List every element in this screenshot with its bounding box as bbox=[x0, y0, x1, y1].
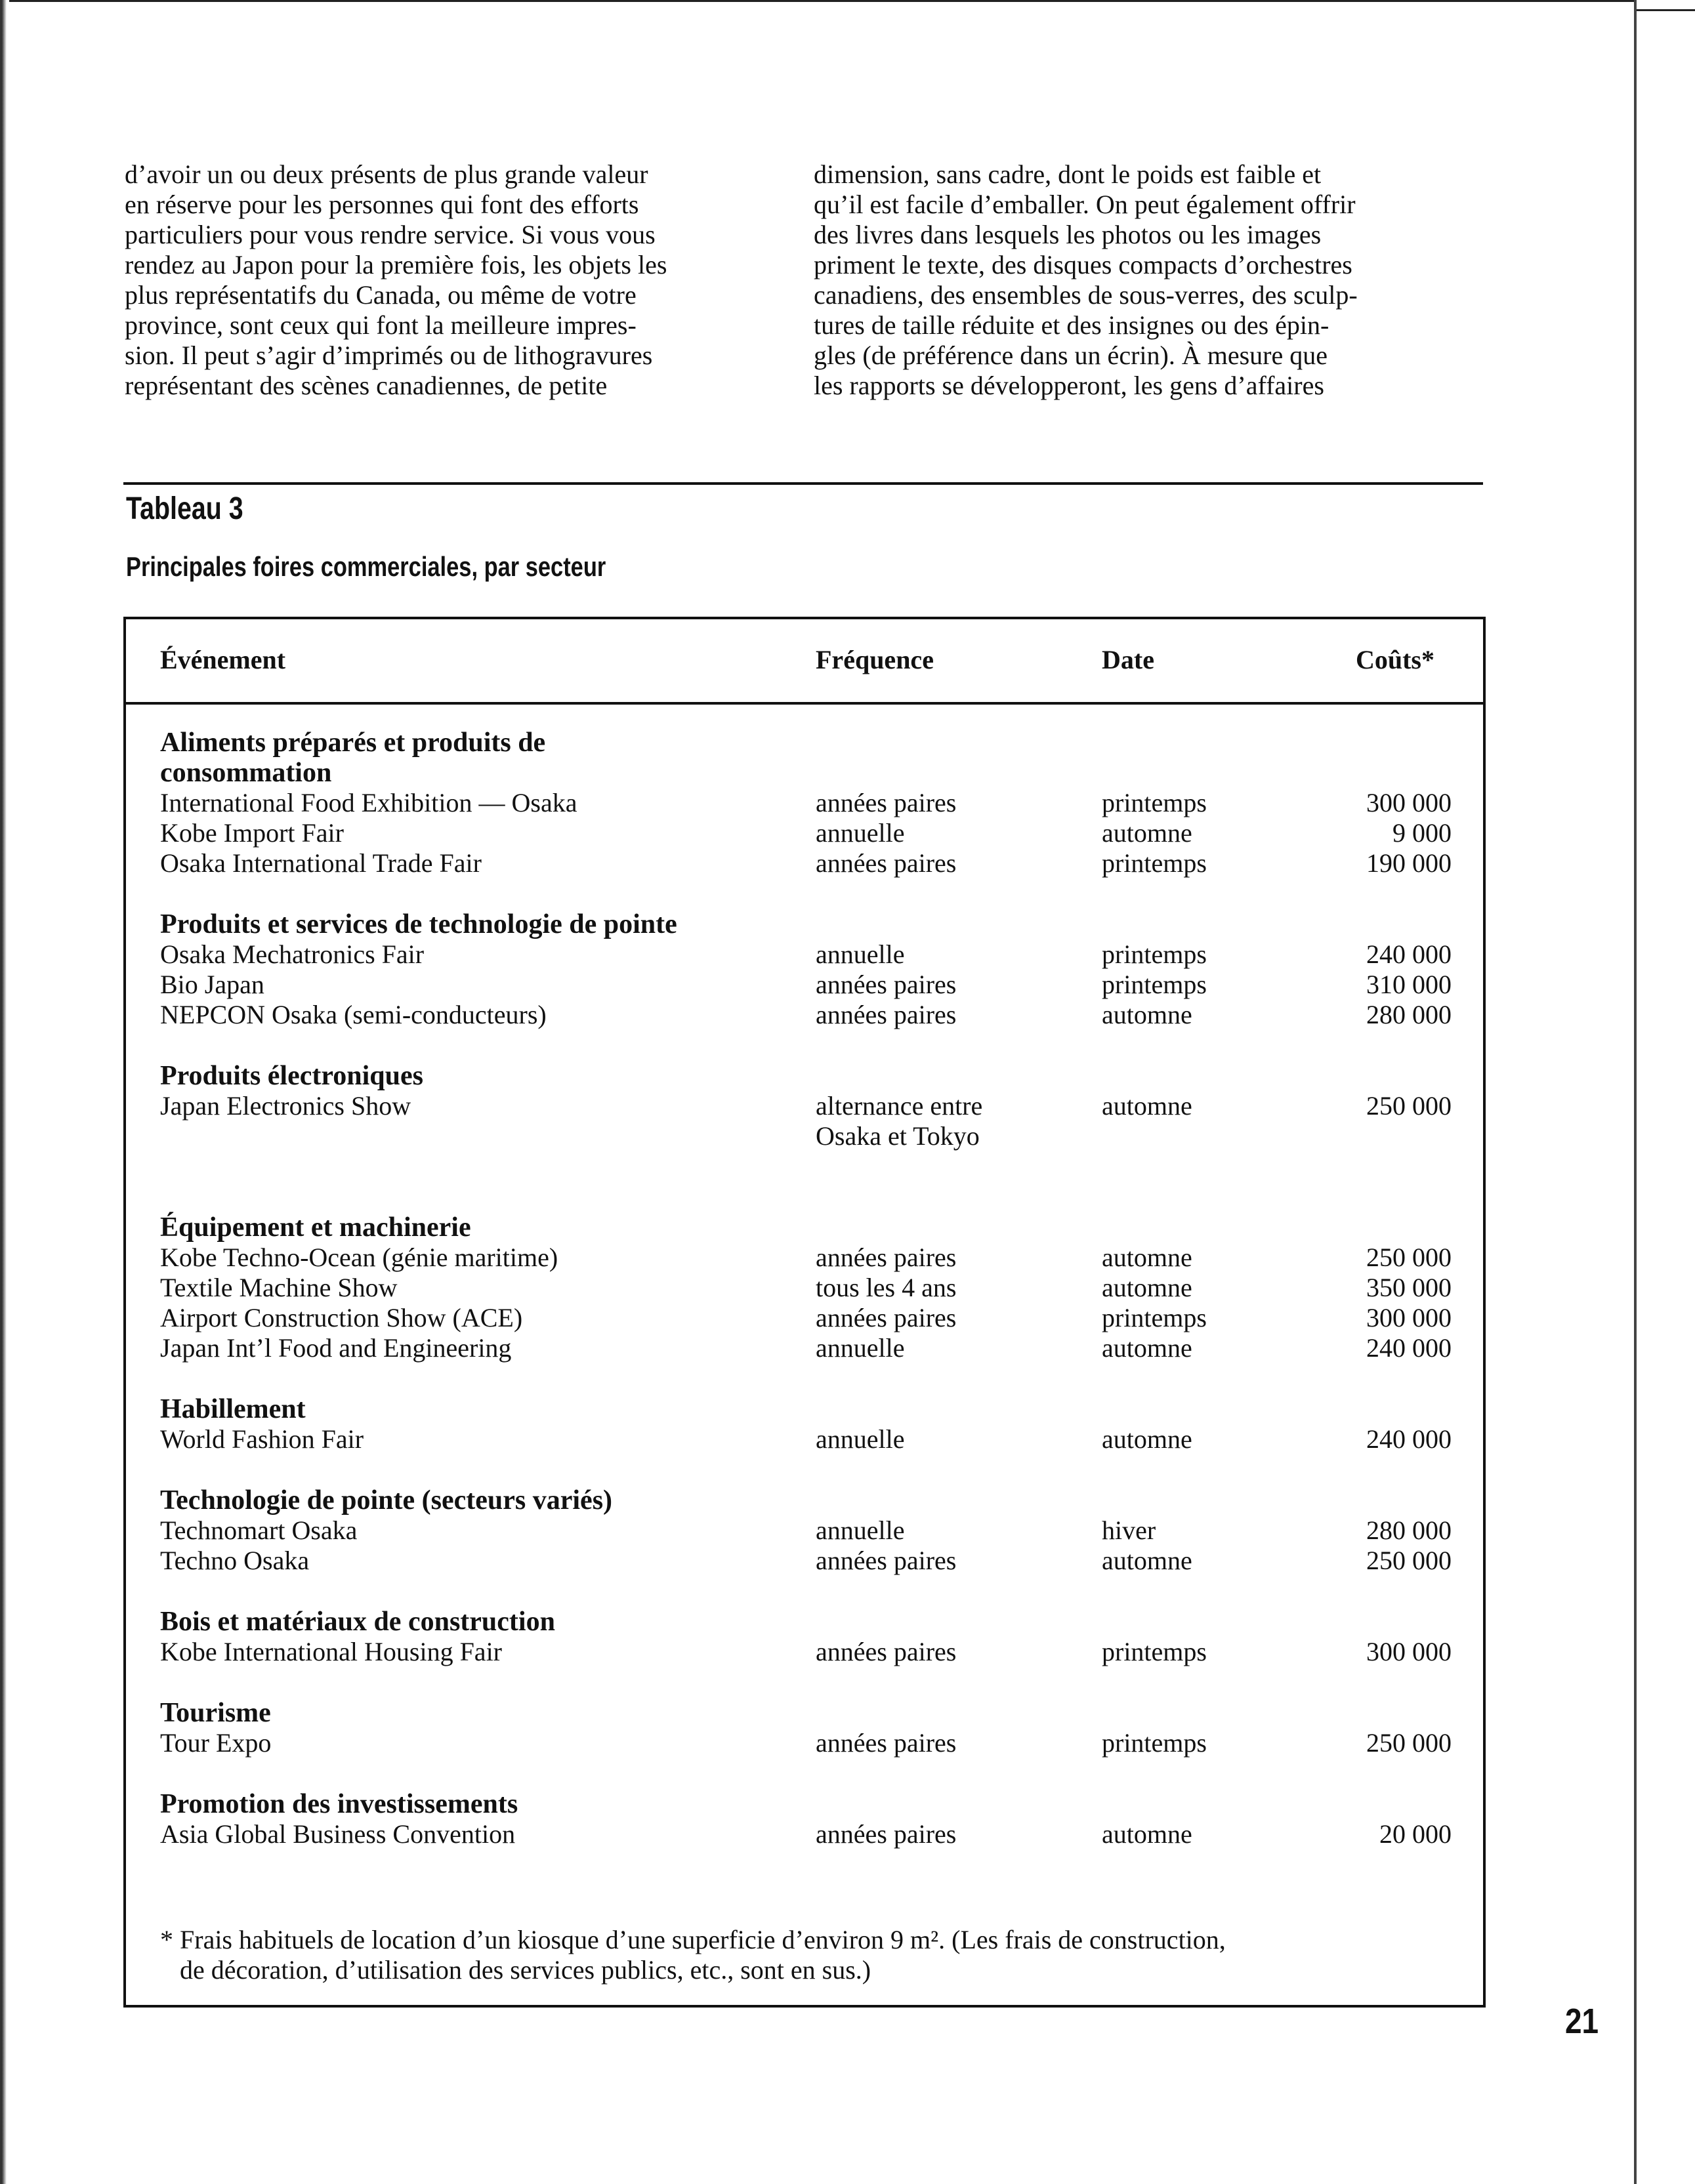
cell-date: automne bbox=[1102, 1243, 1192, 1272]
intro-line: des livres dans lesquels les photos ou les images bbox=[814, 220, 1322, 249]
cell-event: Technomart Osaka bbox=[160, 1515, 358, 1545]
cell-frequency: annuelle bbox=[816, 1424, 905, 1454]
table-body bbox=[126, 728, 1483, 1880]
cell-cost: 300 000 bbox=[1366, 1303, 1452, 1332]
section-title: Technologie de pointe (secteurs variés) bbox=[160, 1485, 613, 1515]
cell-frequency: années paires bbox=[816, 848, 957, 878]
header-event: Événement bbox=[160, 645, 286, 674]
table-section bbox=[126, 1607, 1483, 1667]
cell-event: Kobe Techno-Ocean (génie maritime) bbox=[160, 1243, 558, 1272]
cell-frequency: années paires bbox=[816, 1728, 957, 1758]
cell-event: Airport Construction Show (ACE) bbox=[160, 1303, 523, 1332]
scan-edge-left bbox=[0, 0, 9, 2184]
section-title: Promotion des investissements bbox=[160, 1789, 518, 1819]
cell-event: Japan Int’l Food and Engineering bbox=[160, 1333, 512, 1363]
intro-line: particuliers pour vous rendre service. Si vous vous bbox=[125, 220, 656, 249]
table-row bbox=[126, 1424, 1483, 1454]
cell-frequency: années paires bbox=[816, 1243, 957, 1272]
intro-line: en réserve pour les personnes qui font des efforts bbox=[125, 190, 639, 219]
section-title: Tourisme bbox=[160, 1698, 271, 1728]
table-section bbox=[126, 728, 1483, 878]
intro-line: canadiens, des ensembles de sous-verres, des sculp- bbox=[814, 280, 1358, 310]
cell-frequency: annuelle bbox=[816, 1515, 905, 1545]
cell-frequency: années paires bbox=[816, 1000, 957, 1029]
cell-frequency: années paires bbox=[816, 1637, 957, 1666]
cell-frequency: années paires bbox=[816, 1819, 957, 1849]
cell-date: automne bbox=[1102, 1424, 1192, 1454]
table-number: Tableau 3 bbox=[126, 491, 243, 526]
intro-line: dimension, sans cadre, dont le poids est faible et bbox=[814, 159, 1322, 189]
cell-frequency: alternance entre Osaka et Tokyo bbox=[816, 1091, 983, 1151]
cell-event: Textile Machine Show bbox=[160, 1273, 398, 1302]
intro-line: qu’il est facile d’emballer. On peut également offrir bbox=[814, 190, 1356, 219]
cell-event: Japan Electronics Show bbox=[160, 1091, 411, 1121]
cell-date: hiver bbox=[1102, 1515, 1156, 1545]
cell-event: Kobe Import Fair bbox=[160, 818, 344, 848]
page-number: 21 bbox=[1565, 2002, 1599, 2041]
cell-cost: 300 000 bbox=[1366, 788, 1452, 817]
table-row bbox=[126, 1000, 1483, 1030]
header-date: Date bbox=[1102, 645, 1154, 674]
cell-cost: 240 000 bbox=[1366, 1424, 1452, 1454]
footnote-line: * Frais habituels de location d’un kiosque d’une superficie d’environ 9 m². (Les frais de construction, bbox=[160, 1925, 1226, 1954]
intro-text bbox=[125, 159, 1483, 401]
cell-cost: 250 000 bbox=[1366, 1728, 1452, 1758]
header-frequency: Fréquence bbox=[816, 645, 934, 674]
table-subtitle: Principales foires commerciales, par secteur bbox=[126, 551, 606, 582]
trade-fair-table bbox=[123, 617, 1486, 2008]
cell-event: NEPCON Osaka (semi-conducteurs) bbox=[160, 1000, 547, 1029]
table-section bbox=[126, 1061, 1483, 1182]
cell-date: printemps bbox=[1102, 848, 1207, 878]
table-row bbox=[126, 1243, 1483, 1273]
cell-event: Tour Expo bbox=[160, 1728, 272, 1758]
intro-line: tures de taille réduite et des insignes ou des épin- bbox=[814, 310, 1329, 340]
cell-frequency: années paires bbox=[816, 1303, 957, 1332]
table-row bbox=[126, 939, 1483, 970]
table-section bbox=[126, 1394, 1483, 1454]
cell-date: automne bbox=[1102, 818, 1192, 848]
cell-date: automne bbox=[1102, 1000, 1192, 1029]
section-title: Aliments préparés et produits de consommation bbox=[160, 728, 546, 788]
cell-frequency: années paires bbox=[816, 1546, 957, 1575]
cell-cost: 240 000 bbox=[1366, 1333, 1452, 1363]
scan-edge-top bbox=[0, 0, 1641, 2]
cell-cost: 310 000 bbox=[1366, 970, 1452, 999]
cell-frequency: tous les 4 ans bbox=[816, 1273, 957, 1302]
table-row bbox=[126, 1819, 1483, 1849]
cell-cost: 20 000 bbox=[1379, 1819, 1452, 1849]
cell-cost: 280 000 bbox=[1366, 1515, 1452, 1545]
table-footnote bbox=[160, 1925, 1453, 1985]
cell-cost: 250 000 bbox=[1366, 1546, 1452, 1575]
cell-cost: 350 000 bbox=[1366, 1273, 1452, 1302]
cell-frequency: annuelle bbox=[816, 1333, 905, 1363]
intro-line: gles (de préférence dans un écrin). À mesure que bbox=[814, 340, 1328, 370]
cell-event: International Food Exhibition — Osaka bbox=[160, 788, 577, 817]
cell-event: Kobe International Housing Fair bbox=[160, 1637, 502, 1666]
scan-corner bbox=[1637, 0, 1695, 11]
cell-date: automne bbox=[1102, 1819, 1192, 1849]
intro-line: priment le texte, des disques compacts d’orchestres bbox=[814, 250, 1352, 279]
cell-cost: 300 000 bbox=[1366, 1637, 1452, 1666]
cell-date: printemps bbox=[1102, 970, 1207, 999]
intro-line: rendez au Japon pour la première fois, les objets les bbox=[125, 250, 667, 279]
intro-right-column bbox=[814, 159, 1483, 401]
table-section bbox=[126, 1698, 1483, 1758]
table-row bbox=[126, 818, 1483, 848]
intro-line: représentant des scènes canadiennes, de petite bbox=[125, 371, 608, 400]
section-title: Produits électroniques bbox=[160, 1061, 423, 1091]
table-row bbox=[126, 970, 1483, 1000]
cell-cost: 240 000 bbox=[1366, 939, 1452, 969]
table-row bbox=[126, 848, 1483, 878]
cell-frequency: années paires bbox=[816, 788, 957, 817]
table-section bbox=[126, 1485, 1483, 1576]
table-row bbox=[126, 1333, 1483, 1363]
intro-left-column bbox=[125, 159, 771, 401]
table-section bbox=[126, 909, 1483, 1030]
scan-edge-right bbox=[1634, 0, 1637, 2184]
cell-cost: 190 000 bbox=[1366, 848, 1452, 878]
cell-date: printemps bbox=[1102, 939, 1207, 969]
intro-line: d’avoir un ou deux présents de plus grande valeur bbox=[125, 159, 648, 189]
table-row bbox=[126, 1515, 1483, 1546]
section-title: Habillement bbox=[160, 1394, 306, 1424]
cell-date: printemps bbox=[1102, 788, 1207, 817]
cell-date: printemps bbox=[1102, 1728, 1207, 1758]
cell-date: automne bbox=[1102, 1333, 1192, 1363]
cell-date: printemps bbox=[1102, 1303, 1207, 1332]
cell-event: World Fashion Fair bbox=[160, 1424, 364, 1454]
cell-event: Asia Global Business Convention bbox=[160, 1819, 516, 1849]
cell-event: Osaka Mechatronics Fair bbox=[160, 939, 425, 969]
table-row bbox=[126, 1273, 1483, 1303]
header-cost: Coûts* bbox=[1355, 645, 1434, 674]
intro-line: les rapports se développeront, les gens d’affaires bbox=[814, 371, 1324, 400]
footnote-line: de décoration, d’utilisation des services publics, etc., sont en sus.) bbox=[180, 1955, 871, 1985]
table-header-row bbox=[126, 619, 1483, 705]
section-title: Équipement et machinerie bbox=[160, 1212, 471, 1243]
cell-date: automne bbox=[1102, 1546, 1192, 1575]
cell-event: Techno Osaka bbox=[160, 1546, 310, 1575]
table-top-rule bbox=[123, 482, 1483, 485]
table-row bbox=[126, 1637, 1483, 1667]
cell-cost: 9 000 bbox=[1392, 818, 1452, 848]
intro-line: sion. Il peut s’agir d’imprimés ou de lithogravures bbox=[125, 340, 653, 370]
table-row bbox=[126, 1546, 1483, 1576]
cell-frequency: années paires bbox=[816, 970, 957, 999]
section-title: Bois et matériaux de construction bbox=[160, 1607, 555, 1637]
cell-event: Bio Japan bbox=[160, 970, 264, 999]
cell-date: automne bbox=[1102, 1091, 1192, 1121]
table-row bbox=[126, 1303, 1483, 1333]
cell-frequency: annuelle bbox=[816, 818, 905, 848]
cell-cost: 250 000 bbox=[1366, 1091, 1452, 1121]
intro-line: province, sont ceux qui font la meilleure impres- bbox=[125, 310, 637, 340]
cell-date: automne bbox=[1102, 1273, 1192, 1302]
cell-cost: 250 000 bbox=[1366, 1243, 1452, 1272]
cell-frequency: annuelle bbox=[816, 939, 905, 969]
cell-cost: 280 000 bbox=[1366, 1000, 1452, 1029]
table-section bbox=[126, 1789, 1483, 1849]
table-section bbox=[126, 1212, 1483, 1363]
table-row bbox=[126, 1728, 1483, 1758]
section-title: Produits et services de technologie de pointe bbox=[160, 909, 677, 939]
intro-line: plus représentatifs du Canada, ou même de votre bbox=[125, 280, 637, 310]
cell-date: printemps bbox=[1102, 1637, 1207, 1666]
cell-event: Osaka International Trade Fair bbox=[160, 848, 482, 878]
table-row bbox=[126, 1091, 1483, 1182]
table-row bbox=[126, 788, 1483, 818]
